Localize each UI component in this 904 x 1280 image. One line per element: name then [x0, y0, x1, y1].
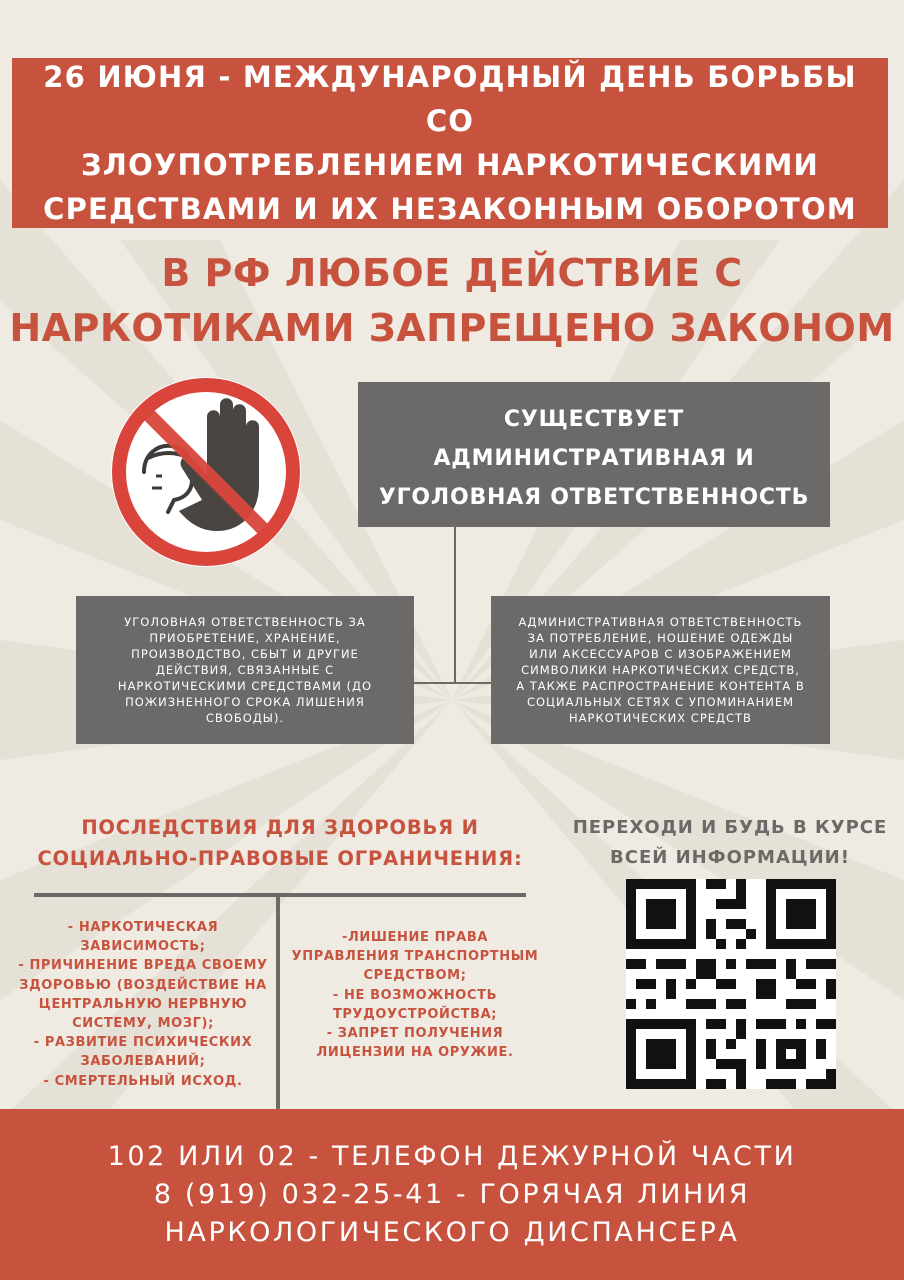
connector-vertical — [454, 527, 456, 683]
consequences-title — [30, 812, 530, 874]
admin-line: СИМВОЛИКИ НАРКОТИЧЕСКИХ СРЕДСТВ, — [521, 663, 800, 677]
hotline-line: 8 (919) 032-25-41 - ГОРЯЧАЯ ЛИНИЯ — [153, 1178, 751, 1210]
list-item: ЗАБОЛЕВАНИЙ; — [80, 1054, 206, 1070]
criminal-line: ПРИОБРЕТЕНИЕ, ХРАНЕНИЕ, — [149, 631, 341, 645]
headline-line: НАРКОТИКАМИ ЗАПРЕЩЕНО ЗАКОНОМ — [9, 306, 895, 350]
list-item: УПРАВЛЕНИЯ ТРАНСПОРТНЫМ — [291, 949, 539, 965]
main-headline — [0, 246, 904, 356]
list-item: ТРУДОУСТРОЙСТВА; — [332, 1006, 498, 1022]
admin-line: ЗА ПОТРЕБЛЕНИЕ, НОШЕНИЕ ОДЕЖДЫ — [527, 631, 794, 645]
list-item: - ЗАПРЕТ ПОЛУЧЕНИЯ — [326, 1026, 504, 1042]
list-item: СРЕДСТВОМ; — [363, 968, 467, 984]
legal-restrictions-list — [290, 928, 540, 1062]
consequences-title-line: СОЦИАЛЬНО-ПРАВОВЫЕ ОГРАНИЧЕНИЯ: — [37, 847, 523, 870]
event-title-line: ЗЛОУПОТРЕБЛЕНИЕМ НАРКОТИЧЕСКИМИ — [81, 148, 819, 182]
duty-phone-line: 102 ИЛИ 02 - ТЕЛЕФОН ДЕЖУРНОЙ ЧАСТИ — [107, 1140, 797, 1172]
responsibility-line: АДМИНИСТРАТИВНАЯ И — [433, 446, 755, 471]
responsibility-box — [358, 382, 830, 527]
list-item: - ПРИЧИНЕНИЕ ВРЕДА СВОЕМУ — [18, 958, 268, 974]
qr-title — [570, 813, 890, 873]
list-item: - РАЗВИТИЕ ПСИХИЧЕСКИХ — [33, 1035, 253, 1051]
admin-line: А ТАКЖЕ РАСПРОСТРАНЕНИЕ КОНТЕНТА В — [516, 679, 805, 693]
qr-code-icon[interactable] — [626, 879, 836, 1089]
consequences-column-divider — [276, 897, 280, 1109]
administrative-responsibility-box — [491, 596, 830, 744]
criminal-line: ПРОИЗВОДСТВО, СБЫТ И ДРУГИЕ — [131, 647, 359, 661]
list-item: ЗАВИСИМОСТЬ; — [80, 939, 206, 955]
qr-title-line: ПЕРЕХОДИ И БУДЬ В КУРСЕ — [572, 817, 888, 838]
list-item: ЗДОРОВЬЮ (ВОЗДЕЙСТВИЕ НА — [19, 977, 267, 993]
qr-title-line: ВСЕЙ ИНФОРМАЦИИ! — [610, 847, 850, 868]
responsibility-line: СУЩЕСТВУЕТ — [503, 407, 685, 432]
criminal-line: УГОЛОВНАЯ ОТВЕТСТВЕННОСТЬ ЗА — [124, 615, 366, 629]
connector-horizontal — [414, 682, 491, 684]
list-item: СИСТЕМУ, МОЗГ); — [72, 1016, 214, 1032]
list-item: ЛИЦЕНЗИИ НА ОРУЖИЕ. — [316, 1045, 514, 1061]
criminal-line: СВОБОДЫ). — [205, 711, 285, 725]
consequences-title-line: ПОСЛЕДСТВИЯ ДЛЯ ЗДОРОВЬЯ И — [81, 816, 479, 839]
event-title-line: СРЕДСТВАМИ И ИХ НЕЗАКОННЫМ ОБОРОТОМ — [43, 192, 857, 226]
prohibition-sign-icon — [106, 372, 310, 572]
responsibility-line: УГОЛОВНАЯ ОТВЕТСТВЕННОСТЬ — [378, 485, 810, 510]
contacts-banner — [0, 1109, 904, 1280]
list-item: -ЛИШЕНИЕ ПРАВА — [341, 930, 489, 945]
top-banner — [12, 58, 888, 228]
criminal-line: ДЕЙСТВИЯ, СВЯЗАННЫЕ С — [155, 663, 335, 677]
criminal-responsibility-box — [76, 596, 414, 744]
event-title-line: 26 ИЮНЯ - МЕЖДУНАРОДНЫЙ ДЕНЬ БОРЬБЫ СО — [43, 60, 857, 138]
list-item: ЦЕНТРАЛЬНУЮ НЕРВНУЮ — [38, 996, 248, 1012]
event-title — [20, 55, 880, 231]
criminal-line: ПОЖИЗНЕННОГО СРОКА ЛИШЕНИЯ — [125, 695, 365, 709]
headline-line: В РФ ЛЮБОЕ ДЕЙСТВИЕ С — [161, 251, 743, 295]
admin-line: СОЦИАЛЬНЫХ СЕТЯХ С УПОМИНАНИЕМ — [526, 695, 795, 709]
list-item: - СМЕРТЕЛЬНЫЙ ИСХОД. — [43, 1073, 243, 1089]
dispensary-line: НАРКОЛОГИЧЕСКОГО ДИСПАНСЕРА — [164, 1216, 740, 1248]
admin-line: ИЛИ АКСЕССУАРОВ С ИЗОБРАЖЕНИЕМ — [529, 647, 792, 661]
criminal-line: НАРКОТИЧЕСКИМИ СРЕДСТВАМИ (ДО — [117, 679, 373, 693]
list-item: - НАРКОТИЧЕСКАЯ — [67, 920, 219, 935]
list-item: - НЕ ВОЗМОЖНОСТЬ — [332, 987, 498, 1003]
consequences-divider — [34, 893, 526, 897]
health-consequences-list — [16, 918, 270, 1091]
admin-line: НАРКОТИЧЕСКИХ СРЕДСТВ — [569, 711, 752, 725]
admin-line: АДМИНИСТРАТИВНАЯ ОТВЕТСТВЕННОСТЬ — [518, 615, 803, 629]
